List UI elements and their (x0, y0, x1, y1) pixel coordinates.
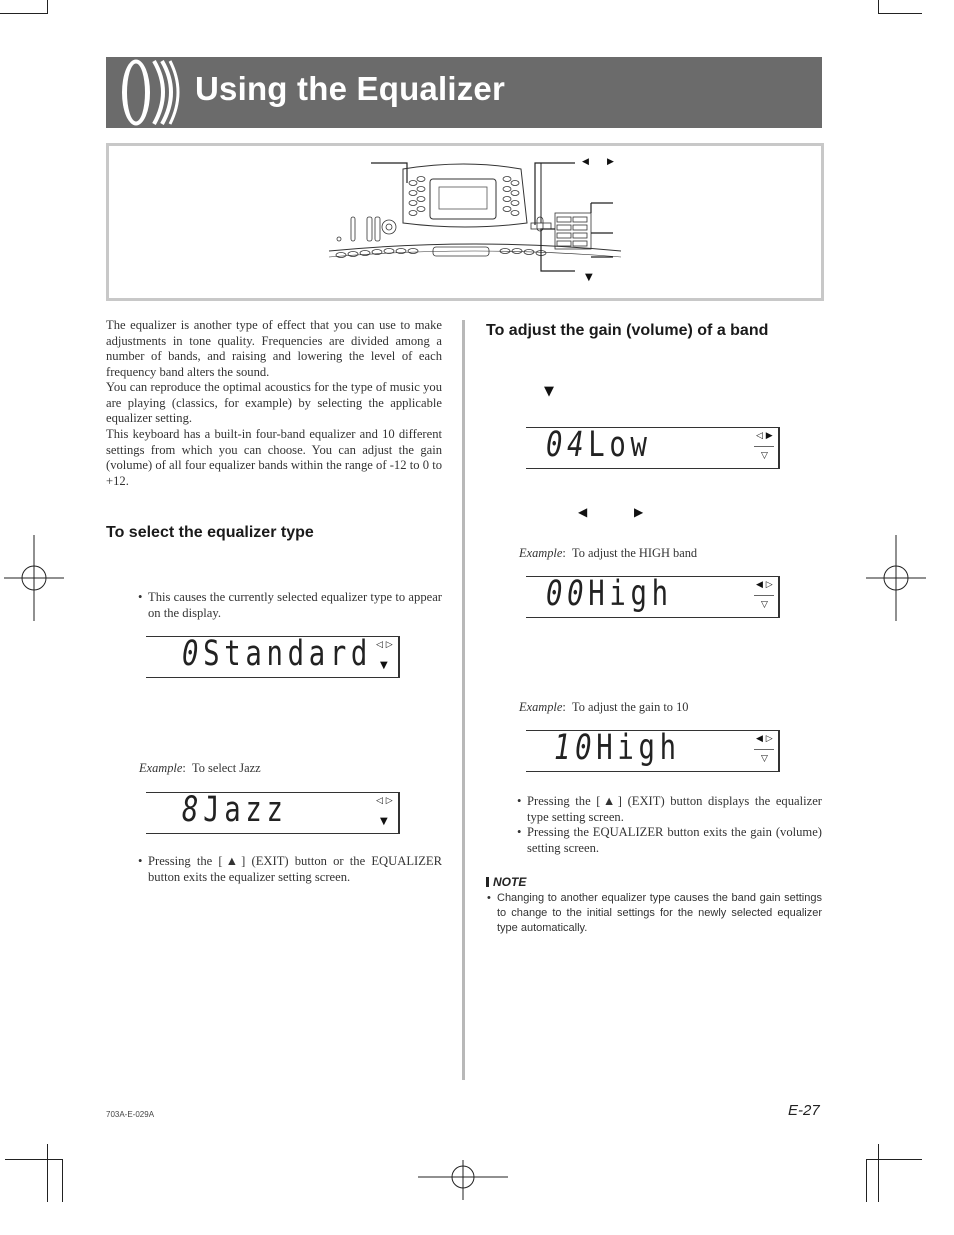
right-arrow-icon: ▶ (634, 505, 644, 519)
lcd-text-high-00 (546, 574, 673, 614)
lcd-display-jazz (146, 792, 400, 834)
registration-mark (418, 1160, 508, 1200)
lcd-left-right-indicator-icon: ◀ ▷ (756, 734, 773, 744)
lcd-left-right-indicator-icon: ◁ ▶ (756, 431, 773, 441)
lcd-bottom-line (146, 677, 400, 678)
right-bullet-1-text: Pressing the [▲] (EXIT) button displays the equalizer type setting screen. (527, 794, 822, 824)
lcd-down-indicator-icon: ▽ (761, 754, 768, 764)
lcd-bottom-line (146, 833, 400, 834)
crop-mark (47, 1144, 48, 1202)
lcd-label: High (596, 728, 681, 768)
lcd-bottom-line (526, 771, 780, 772)
left-arrow-icon: ◀ (578, 505, 588, 519)
crop-mark (62, 1159, 63, 1202)
example-text: To adjust the gain to 10 (572, 700, 689, 714)
crop-mark (5, 1159, 62, 1160)
crop-mark (866, 1159, 922, 1160)
lcd-right-line (778, 730, 780, 772)
lcd-label: Low (588, 425, 652, 465)
left-bullet-1: • This causes the currently selected equalizer type to appear on the display. (138, 590, 442, 620)
left-bullet-1-text: This causes the currently selected equalizer type to appear on the display. (148, 590, 442, 620)
lcd-right-line (778, 427, 780, 469)
registration-mark (866, 535, 926, 621)
intro-paragraph-3: This keyboard has a built-in four-band equalizer and 10 different settings from which you can choose. You can adjust the gain (volume) of all four equalizer bands within the range of -12 to 0 to +12. (106, 427, 442, 488)
note-label: NOTE (493, 875, 527, 889)
intro-paragraph-1: The equalizer is another type of effect that you can use to make adjustments in tone quality. Frequencies are divided among a number of bands, and raising and lowering the level of each frequency band alters the sound. (106, 318, 442, 379)
lcd-text-standard (182, 634, 372, 674)
lcd-left-right-indicator-icon: ◁ ▷ (376, 640, 393, 650)
page-number: E-27 (788, 1102, 820, 1119)
lcd-number: 0 (182, 634, 204, 674)
lcd-down-indicator-icon: ▽ (761, 600, 768, 610)
crop-mark (878, 13, 922, 14)
crop-mark (866, 1159, 867, 1202)
page-title: Using the Equalizer (195, 70, 506, 107)
note-header (486, 875, 526, 889)
lcd-number: 00 (546, 574, 589, 614)
crop-mark (47, 0, 48, 13)
lcd-right-line (398, 636, 400, 678)
right-bullet-2-text: Pressing the EQUALIZER button exits the gain (volume) setting screen. (527, 825, 822, 855)
right-bullet-1: • Pressing the [▲] (EXIT) button displays the equalizer type setting screen. (517, 794, 822, 824)
right-bullet-2: • Pressing the EQUALIZER button exits the gain (volume) setting screen. (517, 825, 822, 855)
diagram-down-arrow-icon: ▼ (585, 272, 593, 283)
lcd-display-low (526, 427, 780, 469)
lcd-indicator-separator (754, 749, 774, 750)
adjust-gain-heading: To adjust the gain (volume) of a band (486, 322, 769, 339)
lcd-bottom-line (526, 468, 780, 469)
lcd-number: 10 (554, 728, 597, 768)
keyboard-panel-diagram (325, 155, 625, 285)
lcd-down-indicator-icon: ▽ (761, 451, 768, 461)
lcd-number: 04 (546, 425, 589, 465)
left-bullet-2-text: Pressing the [▲] (EXIT) button or the EQUALIZER button exits the equalizer setting screen. (148, 854, 442, 884)
lcd-text-jazz (182, 790, 288, 830)
lcd-display-high-00 (526, 576, 780, 618)
down-arrow-icon: ▼ (544, 384, 554, 399)
note-marker-icon (486, 877, 489, 887)
lcd-down-indicator-icon: ▼ (380, 816, 388, 827)
lcd-indicator-separator (754, 446, 774, 447)
example-text: To adjust the HIGH band (572, 546, 698, 560)
crop-mark (878, 1144, 879, 1202)
example-label: Example (519, 546, 563, 560)
lcd-bottom-line (526, 617, 780, 618)
lcd-down-indicator-icon: ▼ (380, 660, 388, 671)
lcd-text-high-10 (554, 728, 681, 768)
lcd-label: Jazz (203, 790, 288, 830)
title-bracket-icon (110, 57, 184, 128)
note-item: • Changing to another equalizer type causes the band gain settings to change to the initial settings for the newly selected equalizer type automatically. (487, 892, 822, 934)
crop-mark (878, 0, 879, 13)
lcd-text-low (546, 425, 652, 465)
lcd-indicator-separator (754, 595, 774, 596)
lcd-left-right-indicator-icon: ◁ ▷ (376, 796, 393, 806)
select-type-heading: To select the equalizer type (106, 524, 314, 541)
diagram-right-arrow-icon: ▶ (607, 157, 614, 167)
diagram-left-arrow-icon: ◀ (582, 157, 589, 167)
footer-code: 703A-E-029A (106, 1110, 155, 1119)
intro-paragraph-2: You can reproduce the optimal acoustics for the type of music you are playing (classics, for example) by selecting the applicable equalizer setting. (106, 380, 442, 426)
lcd-display-high-10 (526, 730, 780, 772)
lcd-label: High (588, 574, 673, 614)
column-divider (462, 320, 465, 1080)
lcd-left-right-indicator-icon: ◀ ▷ (756, 580, 773, 590)
lcd-right-line (778, 576, 780, 618)
lcd-display-standard (146, 636, 400, 678)
right-example-1: Example: To adjust the HIGH band (519, 546, 698, 560)
note-text: Changing to another equalizer type causes the band gain settings to change to the initial settings for the newly selected equalizer type automatically. (497, 892, 822, 934)
left-example: Example: To select Jazz (139, 761, 261, 775)
right-example-2: Example: To adjust the gain to 10 (519, 700, 689, 714)
lcd-number: 8 (182, 790, 204, 830)
lcd-right-line (398, 792, 400, 834)
left-bullet-2: • Pressing the [▲] (EXIT) button or the EQUALIZER button exits the equalizer setting screen. (138, 854, 442, 884)
example-text: To select Jazz (192, 761, 261, 775)
example-label: Example (139, 761, 183, 775)
registration-mark (4, 535, 64, 621)
crop-mark (0, 13, 48, 14)
lcd-label: Standard (203, 634, 373, 674)
example-label: Example (519, 700, 563, 714)
